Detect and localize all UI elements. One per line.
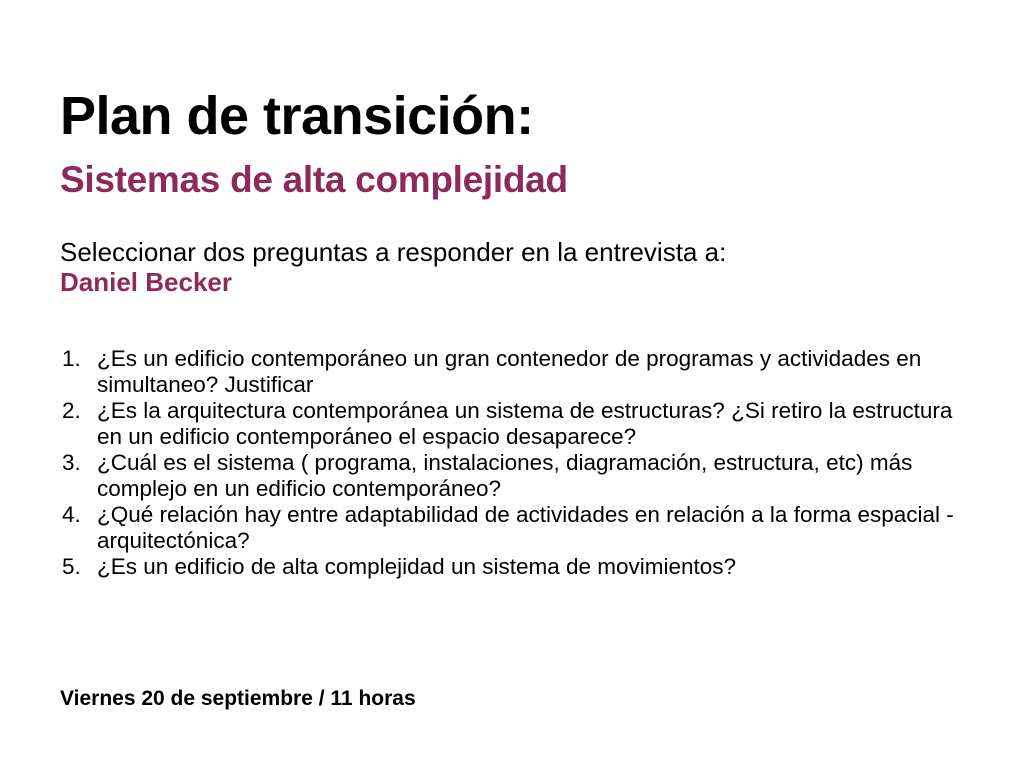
question-item-1: ¿Es un edificio contemporáneo un gran contenedor de programas y actividades en simultaneo? Justificar: [97, 346, 922, 397]
slide-title: Plan de transición:: [60, 86, 534, 146]
intro-text: Seleccionar dos preguntas a responder en la entrevista a:: [60, 237, 727, 267]
questions-list: [60, 346, 965, 580]
interviewee-name: Daniel Becker: [60, 267, 232, 297]
slide-subtitle: Sistemas de alta complejidad: [60, 159, 568, 200]
footer-date: Viernes 20 de septiembre / 11 horas: [60, 687, 416, 710]
question-item-2: ¿Es la arquitectura contemporánea un sistema de estructuras? ¿Si retiro la estructura en un edificio contemporáneo el espacio desaparece?: [97, 398, 953, 449]
question-item-3: ¿Cuál es el sistema ( programa, instalaciones, diagramación, estructura, etc) más complejo en un edificio contemporáneo?: [97, 450, 913, 501]
question-item-4: ¿Qué relación hay entre adaptabilidad de actividades en relación a la forma espacial - arquitectónica?: [97, 502, 954, 553]
question-item-5: ¿Es un edificio de alta complejidad un sistema de movimientos?: [97, 554, 737, 579]
